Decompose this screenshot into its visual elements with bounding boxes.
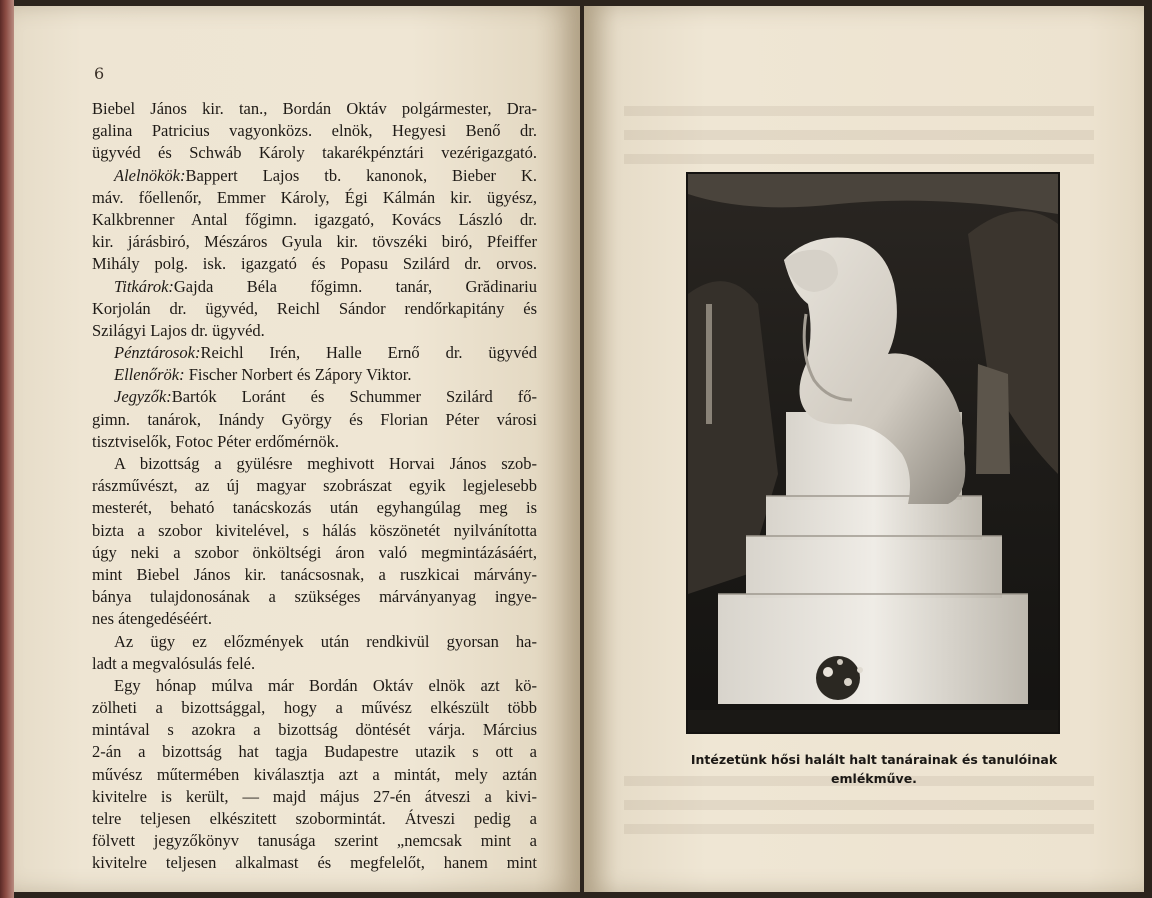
text-line bbox=[92, 520, 537, 542]
text-line-content: kivitelre teljesen alkalmast és megfelelőt, hanem mint bbox=[92, 853, 537, 873]
text-line-content: Szilágyi Lajos dr. ügyvéd. bbox=[92, 320, 265, 340]
text-line-content: Reichl Irén, Halle Ernő dr. ügyvéd bbox=[200, 343, 537, 363]
text-line-content: telre teljesen elkészitett szobormintát. Átveszi pedig a bbox=[92, 809, 537, 828]
text-line bbox=[92, 542, 537, 564]
text-line bbox=[92, 386, 537, 408]
text-line bbox=[92, 453, 537, 475]
show-through-text bbox=[624, 800, 1094, 810]
text-line-content: kivitelre is került, — majd május 27-én átveszi a kivi- bbox=[92, 786, 537, 806]
text-line-content: művész műtermében kiválasztja azt a mintát, mely aztán bbox=[92, 764, 537, 784]
text-line-content: ladt a megvalósulás felé. bbox=[92, 653, 256, 673]
text-line-content: nes átengedéséért. bbox=[92, 609, 213, 629]
text-line-content: Kalkbrenner Antal főgimn. igazgató, Kovács László dr. bbox=[92, 209, 537, 229]
text-line bbox=[92, 675, 537, 697]
text-line bbox=[92, 320, 537, 342]
text-line bbox=[92, 98, 537, 120]
text-line bbox=[92, 298, 537, 320]
left-page bbox=[14, 6, 580, 892]
text-line bbox=[92, 653, 537, 675]
book-cover-edge bbox=[0, 0, 14, 898]
caption-line: Intézetünk hősi halált halt tanárainak és tanulóinak bbox=[690, 752, 1058, 767]
text-line bbox=[92, 497, 537, 519]
text-line bbox=[92, 586, 537, 608]
text-line-content: mintával s azokra a bizottság döntését várja. Március bbox=[92, 720, 537, 740]
text-line bbox=[92, 631, 537, 653]
show-through-text bbox=[624, 130, 1094, 140]
text-line bbox=[92, 852, 537, 874]
text-line-content: kir. járásbiró, Mészáros Gyula kir. tövszéki biró, Pfeiffer bbox=[92, 232, 537, 252]
text-line bbox=[92, 431, 537, 453]
text-line bbox=[92, 276, 537, 298]
text-line bbox=[92, 741, 537, 763]
text-line bbox=[92, 209, 537, 231]
text-line bbox=[92, 409, 537, 431]
text-line-content: Mihály polg. isk. igazgató és Popasu Szilárd dr. orvos. bbox=[92, 254, 537, 274]
text-line bbox=[92, 808, 537, 830]
role-heading: Alelnökök: bbox=[114, 165, 186, 185]
text-line bbox=[92, 697, 537, 719]
text-line-content: mesterét, beható tanácskozás után egyhangúlag meg is bbox=[92, 498, 537, 518]
text-line-content: galina Patricius vagyonközs. elnök, Hegyesi Benő dr. bbox=[92, 121, 537, 141]
role-heading: Jegyzők: bbox=[114, 387, 172, 407]
text-line-content: tisztviselők, Fotoc Péter erdőmérnök. bbox=[92, 431, 339, 451]
text-line bbox=[92, 475, 537, 497]
text-line bbox=[92, 342, 537, 364]
text-line-content: Bappert Lajos tb. kanonok, Bieber K. bbox=[185, 165, 537, 185]
text-line bbox=[92, 719, 537, 741]
page-number: 6 bbox=[94, 64, 105, 83]
text-line bbox=[92, 231, 537, 253]
text-line bbox=[92, 253, 537, 275]
text-line-content: úgy neki a szobor önköltségi áron való megmintázásáért, bbox=[92, 542, 537, 562]
text-line bbox=[92, 364, 537, 386]
text-line-content: 2-án a bizottság hat tagja Budapestre utazik s ott a bbox=[92, 742, 537, 762]
text-line bbox=[92, 786, 537, 808]
show-through-text bbox=[624, 824, 1094, 834]
text-line-content: gimn. tanárok, Inándy György és Florian Péter városi bbox=[92, 409, 537, 429]
text-line bbox=[92, 165, 537, 187]
text-line-content: máv. főellenőr, Emmer Károly, Égi Kálmán kir. ügyész, bbox=[92, 187, 537, 207]
text-line-content: A bizottság a gyülésre meghivott Horvai János szob- bbox=[114, 454, 537, 473]
text-line-content: fölvett jegyzőkönyv tanusága szerint „nemcsak mint a bbox=[92, 831, 537, 851]
text-line-content: ügyvéd és Schwáb Károly takarékpénztári vezérigazgató. bbox=[92, 143, 537, 163]
memorial-statue-image bbox=[688, 174, 1058, 732]
text-line-content: Egy hónap múlva már Bordán Oktáv elnök azt kö- bbox=[114, 675, 537, 695]
right-page bbox=[584, 6, 1144, 892]
text-line bbox=[92, 830, 537, 852]
text-line-content: Korjolán dr. ügyvéd, Reichl Sándor rendőrkapitány és bbox=[92, 298, 537, 318]
body-text bbox=[92, 98, 537, 875]
show-through-text bbox=[624, 154, 1094, 164]
text-line-content: bánya tulajdonosának a szükséges márványanyag ingye- bbox=[92, 587, 537, 607]
text-line bbox=[92, 120, 537, 142]
text-line-content: Biebel János kir. tan., Bordán Oktáv polgármester, Dra- bbox=[92, 99, 537, 118]
text-line-content: zölheti a bizottsággal, hogy a művész elkészült több bbox=[92, 698, 537, 718]
memorial-photo bbox=[686, 172, 1060, 734]
show-through-text bbox=[624, 106, 1094, 116]
text-line-content: Fischer Norbert és Zápory Viktor. bbox=[184, 365, 412, 385]
role-heading: Titkárok: bbox=[114, 276, 174, 296]
text-line bbox=[92, 764, 537, 786]
text-line bbox=[92, 608, 537, 630]
text-line-content: rászművészt, az új magyar szobrászat egyik legjelesebb bbox=[92, 476, 537, 496]
text-line-content: bizta a szobor kivitelével, s hálás köszönetét nyilvánította bbox=[92, 520, 537, 540]
text-line-content: Gajda Béla főgimn. tanár, Grădinariu bbox=[173, 276, 537, 296]
text-line-content: mint Biebel János kir. tanácsosnak, a ruszkicai márvány- bbox=[92, 564, 537, 584]
text-line bbox=[92, 564, 537, 586]
text-line-content: Az ügy ez előzmények után rendkivül gyorsan ha- bbox=[114, 631, 537, 651]
role-heading: Pénztárosok: bbox=[114, 343, 201, 363]
text-line bbox=[92, 187, 537, 209]
text-line bbox=[92, 142, 537, 164]
photo-caption bbox=[654, 750, 1094, 788]
role-heading: Ellenőrök: bbox=[114, 365, 185, 385]
text-line-content: Bartók Loránt és Schummer Szilárd fő- bbox=[171, 387, 537, 407]
caption-line: emlékműve. bbox=[831, 771, 917, 786]
